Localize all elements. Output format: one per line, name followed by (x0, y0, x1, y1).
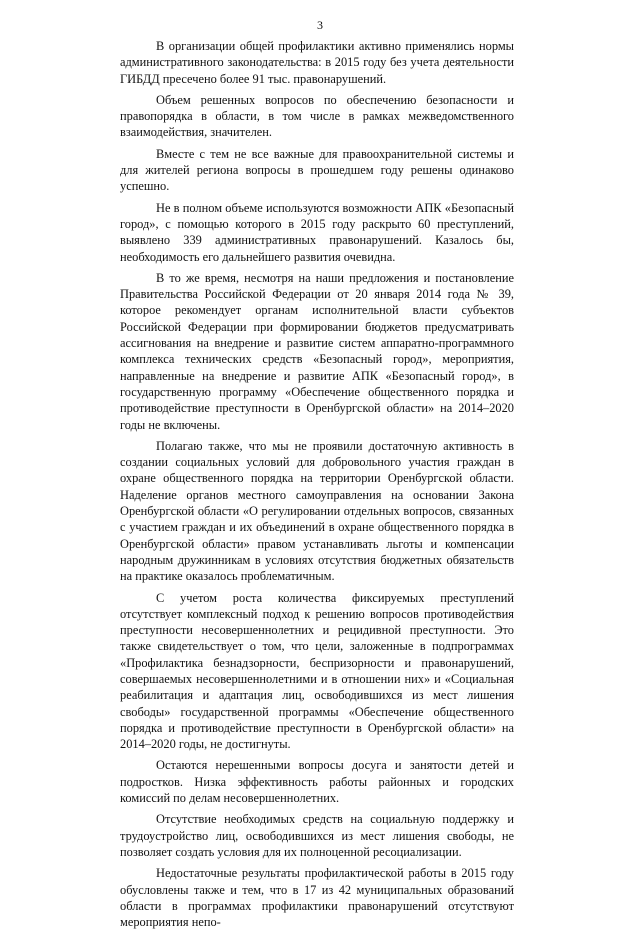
paragraph-9: Отсутствие необходимых средств на социальную поддержку и трудоустройство лиц, освободившихся из мест лишения свободы, не позволяет создать условия для их полноценной ресоциализации. (120, 812, 514, 859)
paragraph-10: Недостаточные результаты профилактической работы в 2015 году обусловлены также и тем, что в 17 из 42 муниципальных образований области в программах профилактики правонарушений отсутствуют мероприятия непо- (120, 866, 514, 930)
paragraph-8: Остаются нерешенными вопросы досуга и занятости детей и подростков. Низка эффективность работы районных и городских комиссий по делам несовершеннолетних. (120, 758, 514, 806)
paragraph-3: Вместе с тем не все важные для правоохранительной системы и для жителей региона вопросы в прошедшем году решены одинаково успешно. (120, 146, 514, 194)
paragraph-7: С учетом роста количества фиксируемых преступлений отсутствует комплексный подход к решению вопросов противодействия преступности несовершеннолетних и рецидивной преступности. Это также свидетельствует о том, что цели, заложенные в подпрограммах «Профилактика безнадзорности, беспризорности и правонарушений, совершаемых несовершеннолетними и в отношении них» и «Социальная реабилитация и адаптация лиц, освободившихся из мест лишения свободы» государственной программы «Обеспечение общественного порядка и противодействие преступности в Оренбургской области» на 2014–2020 годы, не достигнуты. (120, 590, 514, 752)
page-number: 3 (317, 18, 323, 32)
paragraph-2: Объем решенных вопросов по обеспечению безопасности и правопорядка в области, в том числе в рамках межведомственного взаимодействия, значителен. (120, 92, 514, 140)
document-body (120, 38, 514, 935)
paragraph-1: В организации общей профилактики активно применялись нормы административного законодательства: в 2015 году без учета деятельности ГИБДД пресечено более 91 тыс. правонарушений. (120, 39, 514, 86)
paragraph-4: Не в полном объеме используются возможности АПК «Безопасный город», с помощью которого в 2015 году раскрыто 60 преступлений, выявлено 339 административных правонарушений. Казалось бы, необходимость его дальнейшего развития очевидна. (120, 200, 514, 264)
paragraph-5: В то же время, несмотря на наши предложения и постановление Правительства Российской Федерации от 20 января 2014 года № 39, которое рекомендует органам исполнительной власти субъектов Российской Федерации при формировании бюджетов предусматривать ассигнования на внедрение и развитие систем аппаратно-программного комплекса технических средств «Безопасный город», мероприятия, направленные на внедрение и развитие АПК «Безопасный город», в государственную программу «Обеспечение общественного порядка и противодействие преступности в Оренбургской области» на 2014–2020 годы не включены. (120, 270, 514, 432)
paragraph-6: Полагаю также, что мы не проявили достаточную активность в создании социальных условий для добровольного участия граждан в охране общественного порядка на территории Оренбургской области. Наделение органов местного самоуправления на основании Закона Оренбургской области «О регулировании отдельных вопросов, связанных с участием граждан и их объединений в охране общественного порядка в Оренбургской области» правом устанавливать льготы и компенсации народным дружинникам в условиях отсутствия бюджетных обязательств на практике оказалось проблематичным. (120, 438, 514, 584)
